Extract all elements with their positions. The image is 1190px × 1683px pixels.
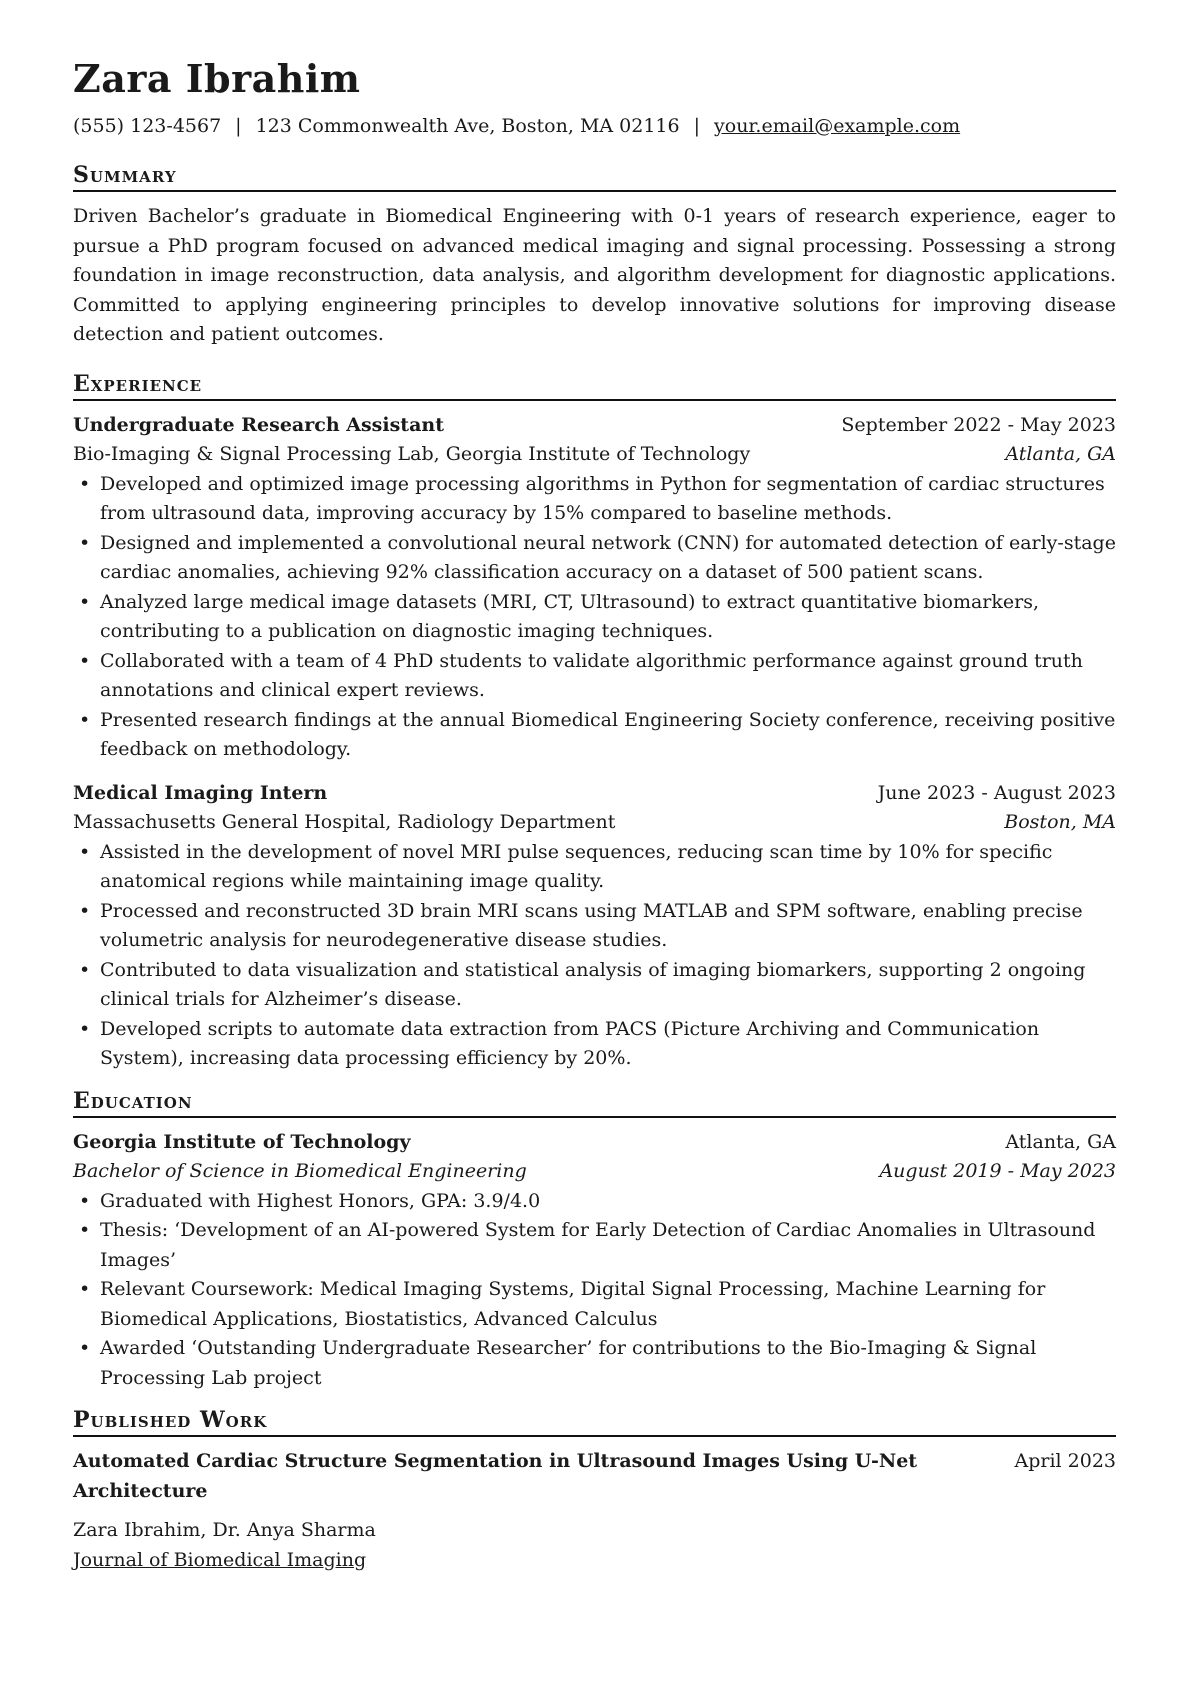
job-dates: September 2022 - May 2023 bbox=[841, 413, 1116, 436]
bullet-text: Designed and implemented a convolutional neural network (CNN) for automated detection of early-stage cardiac anomalies, achieving 92% classification accuracy on a dataset of 500 patient scans. bbox=[100, 531, 1116, 584]
job-bullets bbox=[73, 838, 1116, 1074]
job-role: Undergraduate Research Assistant bbox=[73, 413, 444, 436]
education-entry bbox=[73, 1128, 1116, 1394]
resume-name: Zara Ibrahim bbox=[73, 56, 361, 101]
job-location: Atlanta, GA bbox=[1005, 443, 1116, 466]
contact-separator: | bbox=[235, 114, 242, 137]
list-item: • Developed scripts to automate data extraction from PACS (Picture Archiving and Communication System), increasing data processing efficiency by 20%. bbox=[79, 1017, 1040, 1070]
job-bullets bbox=[73, 470, 1116, 765]
list-item: • Designed and implemented a convolutional neural network (CNN) for automated detection of early-stage cardiac anomalies, achieving 92% classification accuracy on a dataset of 500 patient scans. bbox=[79, 531, 1116, 584]
degree-dates: August 2019 - May 2023 bbox=[879, 1160, 1116, 1183]
list-item: • Presented research findings at the annual Biomedical Engineering Society conference, receiving positive feedback on methodology. bbox=[79, 708, 1116, 761]
publication-header bbox=[73, 1447, 1116, 1506]
school-location: Atlanta, GA bbox=[1005, 1130, 1116, 1153]
list-item: • Contributed to data visualization and statistical analysis of imaging biomarkers, supporting 2 ongoing clinical trials for Alzheimer’s disease. bbox=[79, 958, 1086, 1011]
list-item: • Processed and reconstructed 3D brain MRI scans using MATLAB and SPM software, enabling precise volumetric analysis for neurodegenerative disease studies. bbox=[79, 899, 1083, 952]
publication-date: April 2023 bbox=[1014, 1450, 1116, 1473]
bullet-text: Analyzed large medical image datasets (MRI, CT, Ultrasound) to extract quantitative biomarkers, contributing to a publication on diagnostic imaging techniques. bbox=[100, 590, 1040, 643]
publications-heading: Published Work bbox=[73, 1407, 1116, 1437]
bullet-text: Assisted in the development of novel MRI pulse sequences, reducing scan time by 10% for specific anatomical regions while maintaining image quality. bbox=[100, 840, 1053, 893]
school-name: Georgia Institute of Technology bbox=[73, 1130, 411, 1153]
experience-entry bbox=[73, 779, 1116, 1074]
list-item: • Thesis: ‘Development of an AI-powered System for Early Detection of Cardiac Anomalies in Ultrasound Images’ bbox=[79, 1219, 1096, 1271]
list-item: • Collaborated with a team of 4 PhD students to validate algorithmic performance against ground truth annotations and clinical expert reviews. bbox=[79, 649, 1083, 702]
bullet-text: Awarded ‘Outstanding Undergraduate Researcher’ for contributions to the Bio-Imaging & Signal Processing Lab project bbox=[100, 1337, 1037, 1389]
list-item: • Analyzed large medical image datasets (MRI, CT, Ultrasound) to extract quantitative biomarkers, contributing to a publication on diagnostic imaging techniques. bbox=[79, 590, 1040, 643]
list-item: • Graduated with Highest Honors, GPA: 3.9/4.0 bbox=[79, 1189, 541, 1212]
job-role: Medical Imaging Intern bbox=[73, 781, 328, 804]
list-item: • Assisted in the development of novel MRI pulse sequences, reducing scan time by 10% for specific anatomical regions while maintaining image quality. bbox=[79, 840, 1053, 893]
bullet-text: Thesis: ‘Development of an AI-powered System for Early Detection of Cardiac Anomalies in Ultrasound Images’ bbox=[100, 1219, 1096, 1271]
bullet-text: Presented research findings at the annual Biomedical Engineering Society conference, receiving positive feedback on methodology. bbox=[100, 708, 1116, 761]
bullet-text: Processed and reconstructed 3D brain MRI scans using MATLAB and SPM software, enabling precise volumetric analysis for neurodegenerative disease studies. bbox=[100, 899, 1083, 952]
bullet-text: Collaborated with a team of 4 PhD students to validate algorithmic performance against ground truth annotations and clinical expert reviews. bbox=[100, 649, 1083, 702]
email-link[interactable]: your.email@example.com bbox=[714, 114, 961, 137]
job-header bbox=[73, 411, 1116, 441]
publication-journal-line bbox=[73, 1546, 1116, 1576]
bullet-text: Developed scripts to automate data extraction from PACS (Picture Archiving and Communication System), increasing data processing efficiency by 20%. bbox=[100, 1017, 1040, 1070]
list-item: • Awarded ‘Outstanding Undergraduate Researcher’ for contributions to the Bio-Imaging & Signal Processing Lab project bbox=[79, 1337, 1037, 1389]
phone-number: (555) 123-4567 bbox=[73, 114, 222, 137]
education-bullets bbox=[73, 1187, 1116, 1394]
publication-title: Automated Cardiac Structure Segmentation in Ultrasound Images Using U-Net Architecture bbox=[73, 1450, 918, 1502]
list-item: • Developed and optimized image processing algorithms in Python for segmentation of cardiac structures from ultrasound data, improving accuracy by 15% compared to baseline methods. bbox=[79, 472, 1105, 525]
job-dates: June 2023 - August 2023 bbox=[877, 781, 1116, 804]
publication-journal-link[interactable]: Journal of Biomedical Imaging bbox=[73, 1548, 367, 1571]
degree-row bbox=[73, 1157, 1116, 1187]
bullet-text: Relevant Coursework: Medical Imaging Systems, Digital Signal Processing, Machine Learning for Biomedical Applications, Biostatistics, Advanced Calculus bbox=[100, 1278, 1046, 1330]
experience-entry bbox=[73, 411, 1116, 765]
job-location: Boston, MA bbox=[1004, 811, 1116, 834]
contact-line bbox=[73, 114, 1116, 139]
job-subheader bbox=[73, 808, 1116, 838]
bullet-text: Graduated with Highest Honors, GPA: 3.9/4.0 bbox=[100, 1189, 541, 1212]
bullet-text: Contributed to data visualization and statistical analysis of imaging biomarkers, supporting 2 ongoing clinical trials for Alzheimer’s disease. bbox=[100, 958, 1086, 1011]
list-item: • Relevant Coursework: Medical Imaging Systems, Digital Signal Processing, Machine Learning for Biomedical Applications, Biostatistics, Advanced Calculus bbox=[79, 1278, 1046, 1330]
school-header bbox=[73, 1128, 1116, 1158]
publication-authors: Zara Ibrahim, Dr. Anya Sharma bbox=[73, 1519, 376, 1542]
job-header bbox=[73, 779, 1116, 809]
experience-heading: Experience bbox=[73, 371, 1116, 401]
education-heading: Education bbox=[73, 1088, 1116, 1118]
job-organization: Massachusetts General Hospital, Radiology Department bbox=[73, 811, 616, 834]
degree-name: Bachelor of Science in Biomedical Engineering bbox=[73, 1160, 527, 1183]
summary-heading: Summary bbox=[73, 162, 1116, 192]
job-organization: Bio-Imaging & Signal Processing Lab, Georgia Institute of Technology bbox=[73, 443, 751, 466]
bullet-text: Developed and optimized image processing algorithms in Python for segmentation of cardiac structures from ultrasound data, improving accuracy by 15% compared to baseline methods. bbox=[100, 472, 1105, 525]
address: 123 Commonwealth Ave, Boston, MA 02116 bbox=[255, 114, 680, 137]
publication-entry bbox=[73, 1447, 1116, 1575]
contact-separator: | bbox=[693, 114, 701, 137]
summary-text: Driven Bachelor’s graduate in Biomedical Engineering with 0-1 years of research experience, eager to pursue a PhD program focused on advanced medical imaging and signal processing. Possessing a strong foundation in image reconstruction, data analysis, and algorithm development for diagnostic applications. Committed to applying engineering principles to develop innovative solutions for improving disease detection and patient outcomes. bbox=[73, 205, 1116, 346]
job-subheader bbox=[73, 440, 1116, 470]
